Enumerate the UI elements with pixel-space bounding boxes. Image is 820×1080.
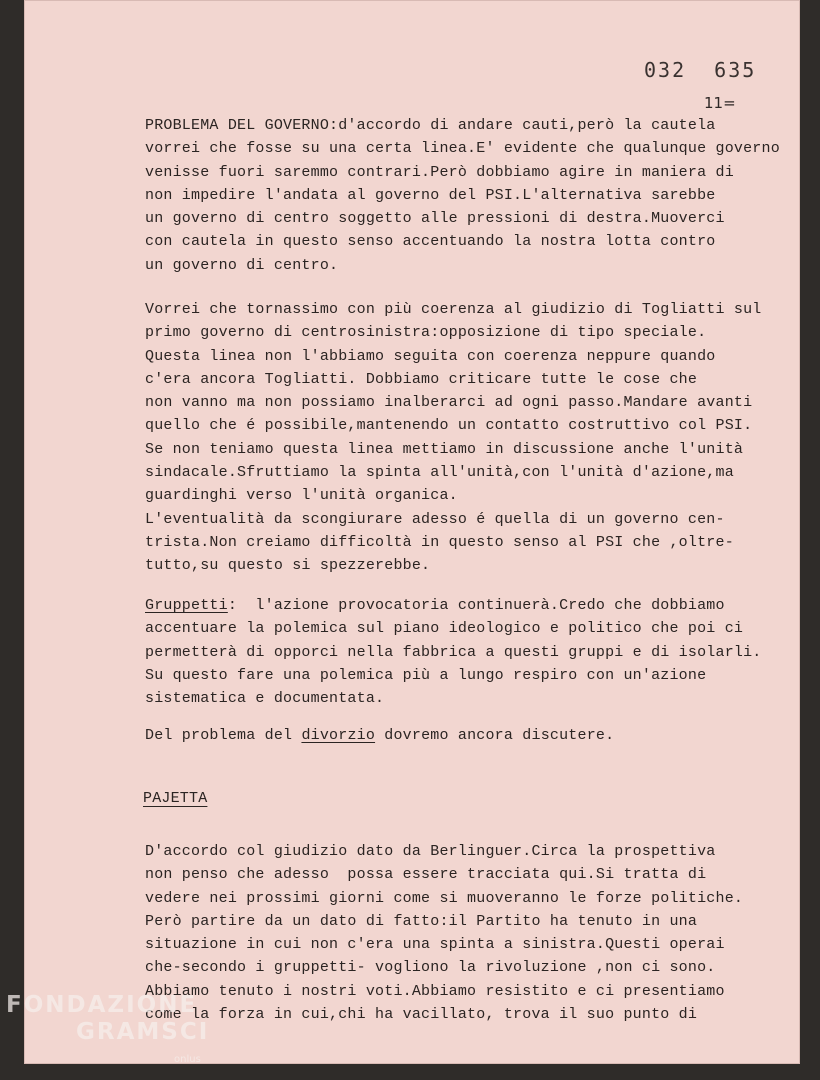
- archive-number: 032 635: [644, 58, 757, 82]
- text-line: PROBLEMA DEL GOVERNO:d'accordo di andare cauti,però la cautela: [145, 117, 716, 134]
- text-line: situazione in cui non c'era una spinta a sinistra.Questi operai: [145, 936, 725, 954]
- text-line: Questa linea non l'abbiamo seguita con coerenza neppure quando: [145, 347, 716, 365]
- text-line: Abbiamo tenuto i nostri voti.Abbiamo resistito e ci presentiamo: [145, 982, 725, 1000]
- watermark-suffix: onlus: [174, 1054, 201, 1065]
- text-line: quello che é possibile,mantenendo un contatto costruttivo col PSI.: [145, 417, 753, 435]
- text-line: un governo di centro.: [145, 256, 339, 274]
- fondazione-gramsci-watermark: [6, 992, 210, 1065]
- text-line: sistematica e documentata.: [145, 690, 385, 708]
- text-line: non penso che adesso possa essere tracciata qui.Si tratta di: [145, 866, 707, 884]
- paragraph-divorzio: [145, 724, 614, 747]
- text-line: con cautela in questo senso accentuando la nostra lotta contro: [145, 233, 716, 251]
- speaker-heading-pajetta: PAJETTA: [143, 790, 208, 807]
- text-line: primo governo di centrosinistra:opposizione di tipo speciale.: [145, 324, 707, 342]
- text-line: L'eventualità da scongiurare adesso é quella di un governo cen-: [145, 510, 725, 528]
- text-line: non vanno ma non possiamo inalberarci ad ogni passo.Mandare avanti: [145, 394, 753, 412]
- text-line: Del problema del divorzio dovremo ancora discutere.: [145, 727, 615, 744]
- text-line: permetterà di opporci nella fabbrica a questi gruppi e di isolarli.: [145, 643, 762, 661]
- underlined-word: Gruppetti: [145, 597, 228, 614]
- paragraph-pajetta: [145, 840, 743, 1026]
- text-line: guardinghi verso l'unità organica.: [145, 487, 458, 505]
- text-line: Su questo fare una polemica più a lungo respiro con un'azione: [145, 666, 707, 684]
- paragraph-gruppetti: [145, 594, 762, 710]
- text-line: venisse fuori saremmo contrari.Però dobbiamo agire in maniera di: [145, 163, 734, 181]
- text-line: D'accordo col giudizio dato da Berlinguer.Circa la prospettiva: [145, 843, 716, 860]
- paragraph-problema-del-governo: [145, 114, 780, 277]
- paragraph-togliatti: [145, 298, 762, 578]
- text-line: che-secondo i gruppetti- vogliono la rivoluzione ,non ci sono.: [145, 959, 716, 977]
- text-line: Gruppetti: l'azione provocatoria continuerà.Credo che dobbiamo: [145, 597, 725, 614]
- watermark-line2: GRAMSCI: [76, 1019, 210, 1045]
- text-line: sindacale.Sfruttiamo la spinta all'unità,con l'unità d'azione,ma: [145, 464, 734, 482]
- text-line: tutto,su questo si spezzerebbe.: [145, 557, 431, 575]
- text-line: come la forza in cui,chi ha vacillato, trova il suo punto di: [145, 1006, 698, 1024]
- underlined-word: divorzio: [301, 727, 376, 744]
- text-line: un governo di centro soggetto alle pressioni di destra.Muoverci: [145, 210, 725, 228]
- page-number: 11=: [704, 94, 736, 112]
- text-line: non impedire l'andata al governo del PSI.L'alternativa sarebbe: [145, 186, 716, 204]
- text-line: Se non teniamo questa linea mettiamo in discussione anche l'unità: [145, 440, 744, 458]
- text-line: Però partire da un dato di fatto:il Partito ha tenuto in una: [145, 912, 698, 930]
- text-line: c'era ancora Togliatti. Dobbiamo criticare tutte le cose che: [145, 370, 698, 388]
- text-line: trista.Non creiamo difficoltà in questo senso al PSI che ,oltre-: [145, 533, 734, 551]
- typewritten-page: [24, 0, 800, 1064]
- watermark-line1: FONDAZIONE: [6, 992, 198, 1018]
- text-line: vorrei che fosse su una certa linea.E' evidente che qualunque governo: [145, 140, 780, 158]
- text-line: Vorrei che tornassimo con più coerenza al giudizio di Togliatti sul: [145, 301, 762, 318]
- text-line: vedere nei prossimi giorni come si muoveranno le forze politiche.: [145, 889, 744, 907]
- text-line: accentuare la polemica sul piano ideologico e politico che poi ci: [145, 620, 744, 638]
